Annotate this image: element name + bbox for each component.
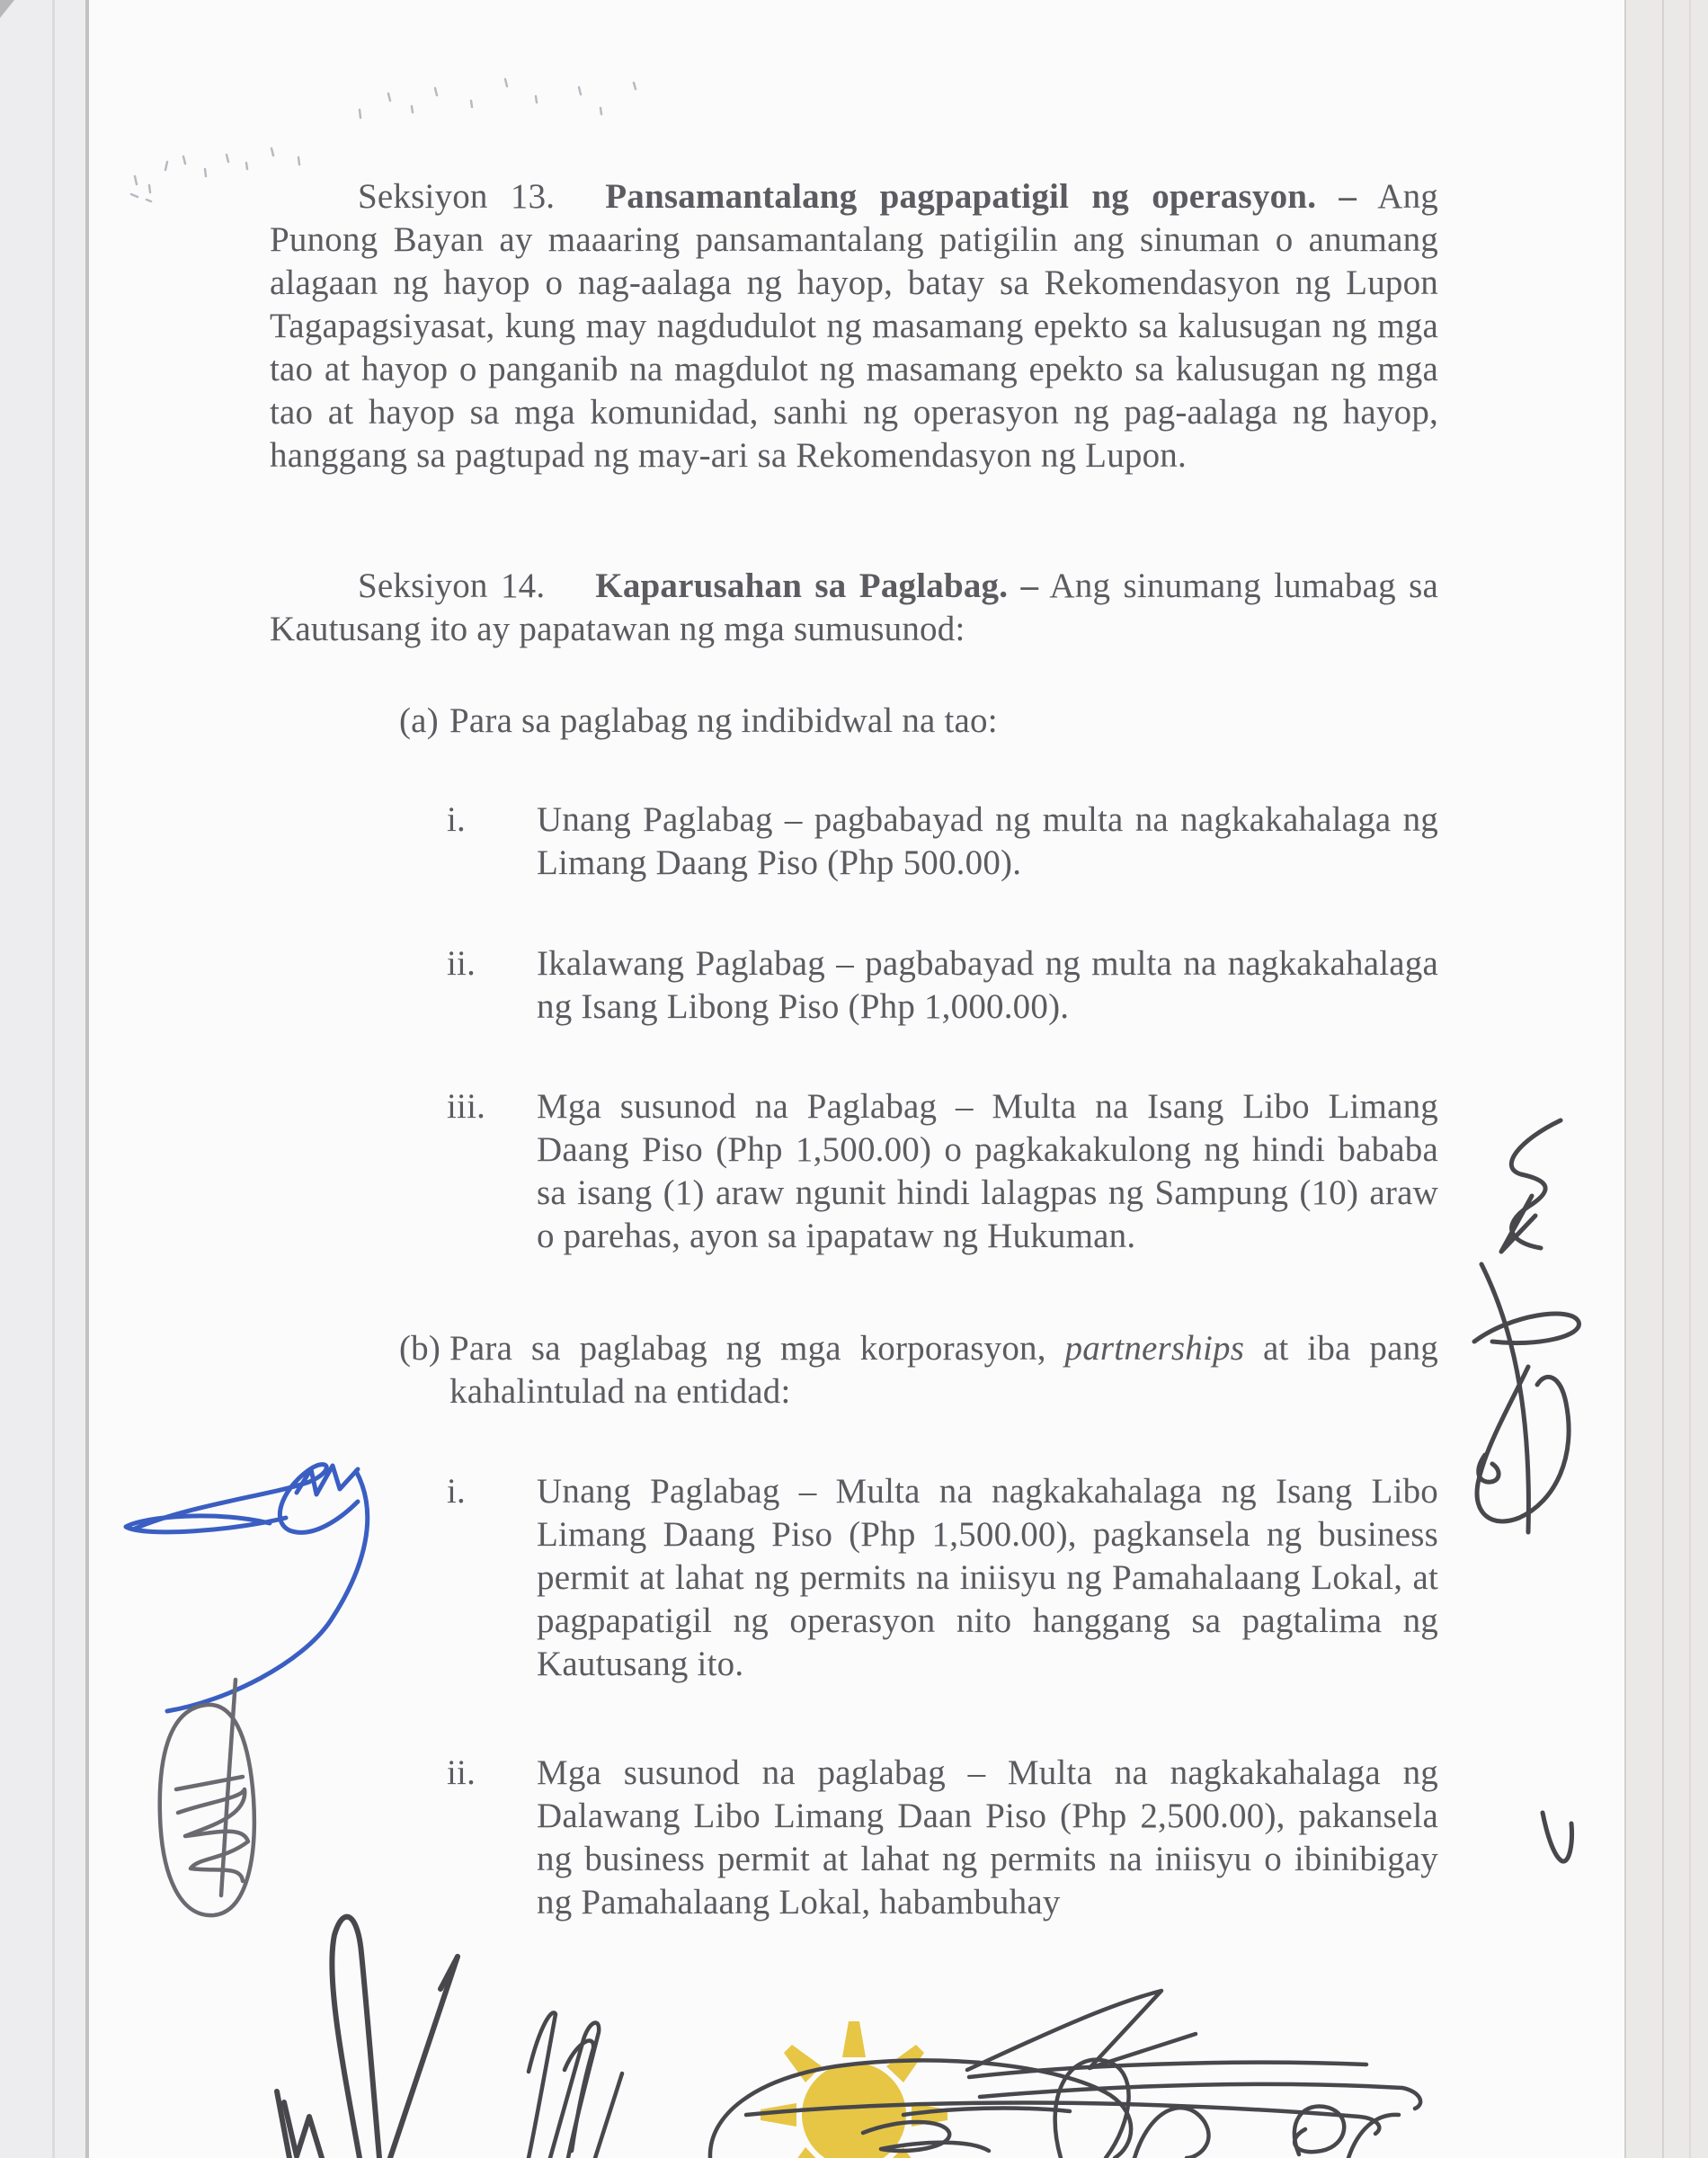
section-13-body: Ang Punong Bayan ay maaaring pansamantalang patigilin ang sinuman o anumang alagaan ng hayop o nag-aalaga ng hayop, batay sa Rekomendasyon ng Lupon Tagapagsiyasat, kung may nagdudulot ng masamang epekto sa kalusugan ng mga tao at hayop o panganib na magdulot ng masamang epekto sa kalusugan ng mga tao at hayop sa mga komunidad, sanhi ng operasyon ng pag-aalaga ng hayop, hanggang sa pagtupad ng may-ari sa Rekomendasyon ng Lupon. (270, 177, 1438, 475)
section-14-paragraph (270, 565, 1438, 651)
list-item-a (399, 700, 1438, 743)
signature-bottom-small (529, 2012, 622, 2158)
roman-item-text: Unang Paglabag – Multa na nagkakahalaga ng Isang Libo Limang Daang Piso (Php 1,500.00), pagkansela ng business permit at lahat ng permits na iniisyu ng Pamahalaang Lokal, at pagpapatigil ng operasyon nito hanggang sa pagtalima ng Kautusang ito. (537, 1472, 1438, 1683)
signature-right-margin-lower (1474, 1264, 1579, 1861)
signature-bottom-right (967, 1991, 1420, 2158)
roman-marker: i. (447, 800, 466, 839)
roman-marker: i. (447, 1472, 466, 1511)
roman-item-text: Mga susunod na Paglabag – Multa na Isang Libo Limang Daang Piso (Php 1,500.00) o pagkakakulong ng hindi bababa sa isang (1) araw ngunit hindi lalagpas ng Sampung (10) araw o parehas, ayon sa ipapataw ng Hukuman. (537, 1087, 1438, 1255)
list-item-a-ii (447, 942, 1438, 1029)
section-14-label: Seksiyon 14. (358, 566, 546, 605)
list-item-a-i (447, 798, 1438, 885)
list-intro-a: Para sa paglabag ng indibidwal na tao: (449, 701, 998, 740)
signature-bottom-left (277, 1917, 458, 2158)
section-13-paragraph (270, 175, 1438, 477)
scan-corner-mark (0, 0, 14, 18)
signature-right-margin-upper (1501, 1120, 1561, 1252)
list-intro-b-pre: Para sa paglabag ng mga korporasyon, (449, 1329, 1065, 1368)
roman-marker: ii. (447, 944, 476, 983)
signature-left-oval (160, 1680, 254, 1915)
roman-marker: ii. (447, 1753, 476, 1792)
list-intro-b-italic: partnerships (1064, 1329, 1245, 1368)
section-14-body: Ang sinumang lumabag sa Kautusang ito ay papatawan ng mga sumusunod: (270, 566, 1438, 648)
document-body (270, 175, 1438, 1924)
list-item-b-ii (447, 1752, 1438, 1924)
scan-streak (1662, 0, 1664, 2158)
list-intro-b-post: at iba pang kahalintulad na entidad: (449, 1329, 1438, 1411)
section-14-heading: Kaparusahan sa Paglabag. – (595, 566, 1039, 605)
section-13-heading: Pansamantalang pagpapatigil ng operasyon. – (605, 177, 1357, 216)
list-item-b (399, 1327, 1438, 1413)
list-marker-b: (b) (399, 1329, 441, 1368)
list-intro-b (449, 1327, 1438, 1413)
roman-item-text: Ikalawang Paglabag – pagbabayad ng multa na nagkakahalaga ng Isang Libong Piso (Php 1,000.00). (537, 944, 1438, 1026)
scan-edge-left (0, 0, 89, 2158)
section-13-label: Seksiyon 13. (358, 177, 556, 216)
scan-streak (1689, 0, 1691, 2158)
roman-marker: iii. (447, 1087, 486, 1126)
roman-item-text: Mga susunod na paglabag – Multa na nagkakahalaga ng Dalawang Libo Limang Daan Piso (Php 2,500.00), pakansela ng business permit at lahat ng permits na iniisyu o ibinibigay ng Pamahalaang Lokal, habambuhay (537, 1753, 1438, 1922)
signature-bottom-center (710, 2060, 1379, 2158)
scan-edge-right (1624, 0, 1708, 2158)
list-marker-a: (a) (399, 701, 439, 740)
philippine-sun-icon (761, 2021, 947, 2158)
list-item-a-iii (447, 1085, 1438, 1258)
scan-streak (52, 0, 55, 2158)
roman-item-text: Unang Paglabag – pagbabayad ng multa na nagkakahalaga ng Limang Daang Piso (Php 500.00). (537, 800, 1438, 882)
list-item-b-i (447, 1470, 1438, 1686)
